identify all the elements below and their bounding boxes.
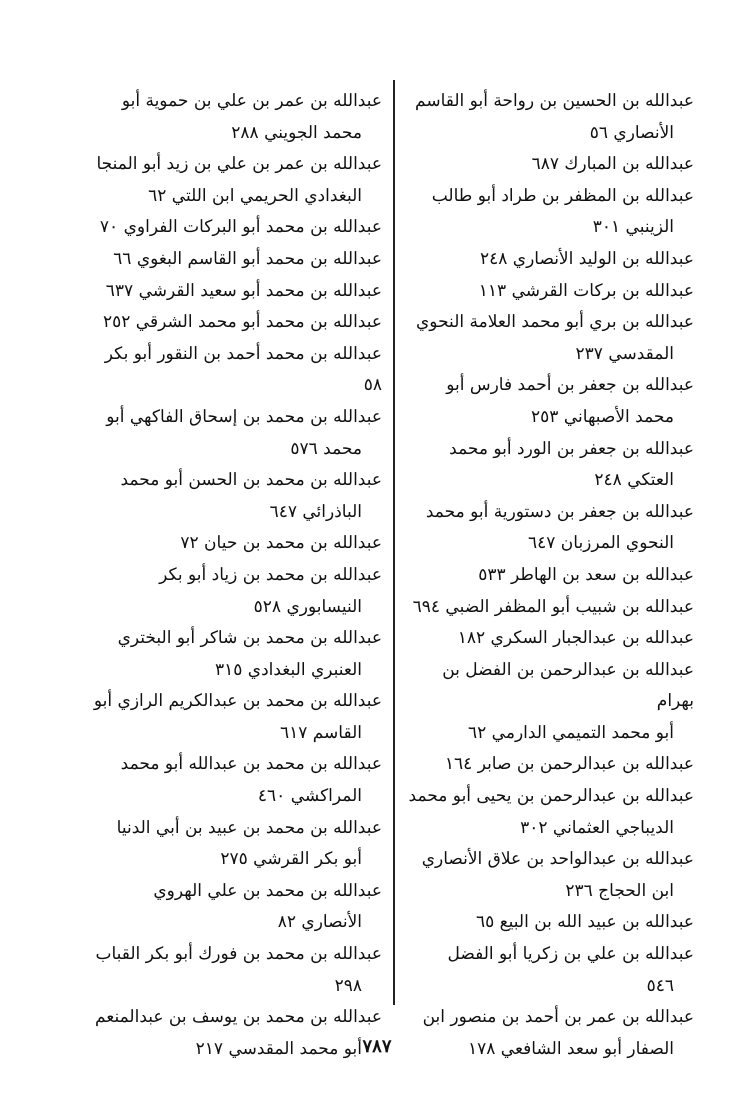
index-entry-continuation: الصفار أبو سعد الشافعي ١٧٨ [467, 1038, 674, 1059]
index-entry-continuation: المقدسي ٢٣٧ [575, 343, 674, 364]
index-entry-continuation: المراكشي ٤٦٠ [257, 786, 362, 807]
index-entry [404, 276, 694, 308]
index-entry [92, 339, 382, 402]
index-entry-line: عبدالله بن عمر بن أحمد بن منصور ابن [422, 1007, 694, 1028]
index-entry-continuation: أبو محمد المقدسي ٢١٧ [195, 1038, 362, 1059]
index-entry-line: عبدالله بن سعد بن الهاطر ٥٣٣ [478, 564, 694, 585]
index-entry [92, 149, 382, 212]
index-entry [92, 212, 382, 244]
index-entry-continuation: ٢٩٨ [334, 975, 362, 996]
index-entry [404, 86, 694, 149]
index-entry-continuation: الديباجي العثماني ٣٠٢ [520, 817, 674, 838]
index-entry [404, 592, 694, 624]
index-entry-continuation: القاسم ٦١٧ [279, 722, 362, 743]
index-entry [404, 623, 694, 655]
index-column-left [92, 86, 382, 1065]
index-entry [92, 876, 382, 939]
index-entry-line: عبدالله بن جعفر بن دستورية أبو محمد [425, 501, 694, 522]
index-entry-continuation: محمد الجويني ٢٨٨ [231, 122, 362, 143]
index-entry-continuation: الأنصاري ٨٢ [277, 912, 362, 933]
index-entry [404, 149, 694, 181]
index-entry [92, 813, 382, 876]
index-entry-line: عبدالله بن محمد بن شاكر أبو البختري [117, 628, 382, 649]
index-entry-line: عبدالله بن الوليد الأنصاري ٢٤٨ [479, 248, 694, 269]
index-entry-line: عبدالله بن الحسين بن رواحة أبو القاسم [415, 91, 694, 111]
index-entry-line: عبدالله بن علي بن زكريا أبو الفضل [447, 944, 694, 965]
index-entry-line: عبدالله بن عبدالواحد بن علاق الأنصاري [421, 849, 694, 870]
index-entry [404, 560, 694, 592]
index-entry-line: عبدالله بن محمد بن حيان ٧٢ [180, 533, 382, 554]
index-entry [404, 844, 694, 907]
index-entry-line: عبدالله بن محمد بن فورك أبو بكر القباب [95, 944, 382, 965]
index-entry-continuation: محمد ٥٧٦ [290, 438, 362, 459]
index-entry-continuation: ابن الحجاج ٢٣٦ [565, 880, 674, 901]
index-entry-line: عبدالله بن محمد بن عبدالله أبو محمد [120, 754, 382, 775]
index-entry [92, 560, 382, 623]
index-entry-continuation: أبو محمد التميمي الدارمي ٦٢ [468, 722, 674, 743]
index-entry [92, 686, 382, 749]
index-entry [404, 307, 694, 370]
index-entry [404, 244, 694, 276]
index-entry-line: عبدالله بن المبارك ٦٨٧ [531, 154, 694, 175]
index-entry-line: عبدالله بن جعفر بن أحمد فارس أبو [446, 375, 694, 396]
index-entry-line: عبدالله بن عبدالرحمن بن الفضل بن بهرام [442, 659, 694, 712]
index-entry-line: عبدالله بن محمد بن زياد أبو بكر [159, 564, 382, 585]
index-entry [404, 939, 694, 1002]
index-entry-line: عبدالله بن محمد أبو البركات الفراوي ٧٠ [99, 217, 382, 238]
page-number: ٧٨٧ [362, 1036, 392, 1057]
index-entry [92, 939, 382, 1002]
index-entry-continuation: الأنصاري ٥٦ [589, 122, 674, 143]
index-entry-line: عبدالله بن محمد أبو محمد الشرقي ٢٥٢ [103, 312, 382, 333]
index-entry-line: عبدالله بن شبيب أبو المظفر الضبي ٦٩٤ [412, 596, 694, 617]
index-entry-line: عبدالله بن محمد بن الحسن أبو محمد [120, 470, 382, 491]
index-entry-continuation: العنبري البغدادي ٣١٥ [214, 659, 362, 680]
index-entry-line: عبدالله بن عمر بن علي بن زيد أبو المنجا [96, 154, 382, 175]
index-entry-continuation: النحوي المرزبان ٦٤٧ [527, 533, 674, 554]
index-entry [92, 528, 382, 560]
index-entry-line: عبدالله بن محمد بن يوسف بن عبدالمنعم [94, 1007, 382, 1028]
index-entry [92, 402, 382, 465]
index-entry [404, 497, 694, 560]
index-entry [92, 749, 382, 812]
column-divider [393, 80, 395, 1005]
index-column-right [404, 86, 694, 1065]
index-entry [92, 623, 382, 686]
index-entry [404, 907, 694, 939]
index-entry [404, 749, 694, 781]
index-entry [404, 655, 694, 750]
index-entry [92, 276, 382, 308]
index-entry-line: عبدالله بن بركات القرشي ١١٣ [478, 280, 694, 301]
index-entry-line: عبدالله بن بري أبو محمد العلامة النحوي [416, 312, 694, 333]
index-entry-line: عبدالله بن محمد بن عبيد بن أبي الدنيا [116, 817, 382, 838]
index-entry-line: عبدالله بن المظفر بن طراد أبو طالب [431, 185, 694, 206]
index-entry [404, 181, 694, 244]
index-entry-line: عبدالله بن عبدالرحمن بن يحيى أبو محمد [408, 786, 694, 807]
index-entry-line: عبدالله بن جعفر بن الورد أبو محمد [449, 438, 694, 459]
index-entry-continuation: النيسابوري ٥٢٨ [253, 596, 362, 617]
index-entry-line: عبدالله بن محمد أحمد بن النقور أبو بكر ٥٨ [104, 343, 382, 396]
index-entry-line: عبدالله بن عبدالجبار السكري ١٨٢ [457, 628, 694, 649]
index-entry-line: عبدالله بن محمد بن إسحاق الفاكهي أبو [106, 406, 382, 427]
index-entry-line: عبدالله بن عبيد الله بن البيع ٦٥ [475, 912, 694, 933]
index-entry-line: عبدالله بن محمد بن عبدالكريم الرازي أبو [93, 691, 382, 712]
index-entry [404, 781, 694, 844]
index-entry-line: عبدالله بن عبدالرحمن بن صابر ١٦٤ [444, 754, 694, 775]
index-entry-continuation: ٥٤٦ [646, 975, 674, 996]
index-entry [92, 244, 382, 276]
index-entry-continuation: العتكي ٢٤٨ [594, 470, 674, 491]
index-entry [404, 370, 694, 433]
index-entry-line: عبدالله بن محمد بن علي الهروي [153, 880, 382, 901]
index-entry-line: عبدالله بن عمر بن علي بن حموية أبو [121, 91, 382, 111]
index-entry-line: عبدالله بن محمد أبو القاسم البغوي ٦٦ [113, 248, 382, 269]
index-entry-continuation: البغدادي الحريمي ابن اللتي ٦٢ [148, 185, 362, 206]
index-entry-continuation: الباذرائي ٦٤٧ [269, 501, 362, 522]
index-entry [92, 307, 382, 339]
index-entry [404, 434, 694, 497]
index-entry [92, 86, 382, 149]
index-entry-continuation: محمد الأصبهاني ٢٥٣ [531, 406, 674, 427]
index-entry [92, 465, 382, 528]
index-entry-continuation: الزينبي ٣٠١ [592, 217, 674, 238]
index-entry-line: عبدالله بن محمد أبو سعيد القرشي ٦٣٧ [105, 280, 382, 301]
index-entry-continuation: أبو بكر القرشي ٢٧٥ [220, 849, 362, 870]
